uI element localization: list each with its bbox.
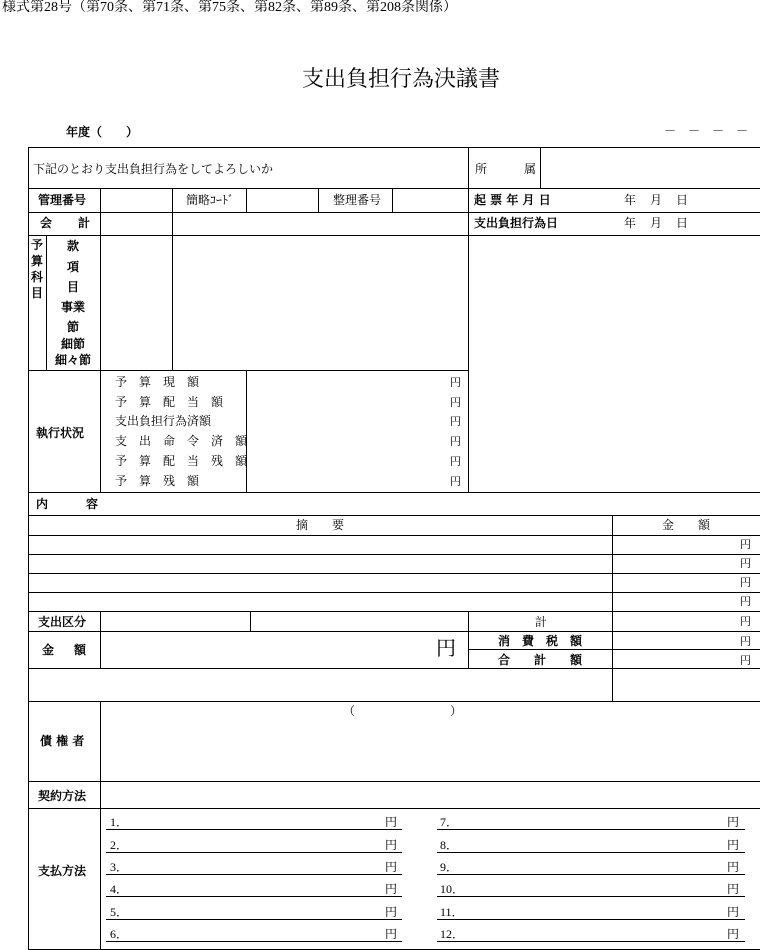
budget-item-label: 細々節 <box>55 353 92 367</box>
creditor-label: 債 権 者 <box>40 734 85 748</box>
yen-unit: 円 <box>450 416 461 428</box>
grand-total-label: 合 計 額 <box>498 653 583 667</box>
execution-item-label: 予 算 現 額 <box>115 375 200 389</box>
budget-item-label: 細節 <box>61 337 86 351</box>
payment-entry-number: 3． <box>110 860 129 874</box>
yen-unit: 円 <box>450 397 461 409</box>
accounting-field[interactable] <box>173 213 467 234</box>
payment-entry-number: 5． <box>110 905 129 919</box>
amount-label: 金 <box>42 643 55 657</box>
yen-unit: 円 <box>740 616 751 628</box>
payment-entry-number: 7． <box>440 815 459 829</box>
execution-item-label: 予 算 配 当 残 額 <box>115 454 248 468</box>
payment-entry-number: 10． <box>440 882 465 896</box>
yen-unit: 円 <box>385 860 398 874</box>
budget-item-label: 節 <box>67 320 80 334</box>
expenditure-category-label: 支出区分 <box>38 615 87 629</box>
amount-label-2: 額 <box>74 643 87 657</box>
budget-vertical-char: 予 <box>31 238 44 252</box>
creditor-paren-close: ） <box>450 704 463 718</box>
budget-item-label: 事業 <box>61 300 86 314</box>
yen-unit: 円 <box>727 860 740 874</box>
consumption-tax-label: 消 費 税 額 <box>498 634 583 648</box>
contract-method-field[interactable] <box>101 782 759 807</box>
yen-unit: 円 <box>450 377 461 389</box>
content-label-2: 容 <box>86 497 99 511</box>
payment-entry-number: 8． <box>440 838 459 852</box>
accounting-label: 会 <box>40 216 53 230</box>
creditor-field[interactable] <box>101 702 759 780</box>
budget-item-label: 款 <box>67 239 80 253</box>
yen-unit: 円 <box>385 838 398 852</box>
yen-unit: 円 <box>727 815 740 829</box>
yen-unit: 円 <box>740 539 751 551</box>
payment-entry-number: 6． <box>110 927 129 941</box>
yen-unit: 円 <box>740 655 751 667</box>
amount-field[interactable] <box>101 632 431 667</box>
department-label-2: 属 <box>524 162 537 176</box>
budget-name-field[interactable] <box>173 236 467 369</box>
yen-unit: 円 <box>727 905 740 919</box>
drafting-date-day: 日 <box>676 193 689 207</box>
summary-header: 摘 要 <box>296 518 345 532</box>
content-field[interactable] <box>101 493 759 514</box>
management-number-label: 管理番号 <box>38 193 87 207</box>
amount-yen-large: 円 <box>436 638 456 660</box>
yen-unit: 円 <box>450 456 461 468</box>
payment-method-label: 支払方法 <box>38 864 87 878</box>
reference-number-field[interactable] <box>393 189 467 211</box>
commitment-date-day: 日 <box>676 216 689 230</box>
payment-entry-number: 4． <box>110 882 129 896</box>
form-number-note: 様式第28号（第70条、第71条、第75条、第82条、第89条、第208条関係） <box>2 0 457 15</box>
budget-vertical-char: 目 <box>31 286 44 300</box>
budget-item-label: 項 <box>67 260 80 274</box>
department-value[interactable] <box>541 148 759 187</box>
yen-unit: 円 <box>727 838 740 852</box>
yen-unit: 円 <box>385 905 398 919</box>
execution-item-label: 予 算 配 当 額 <box>115 395 224 409</box>
drafting-date-label: 起 票 年 月 日 <box>474 193 551 207</box>
yen-unit: 円 <box>450 476 461 488</box>
drafting-date-month: 月 <box>650 193 663 207</box>
creditor-paren-open: （ <box>343 704 356 718</box>
execution-item-label: 支 出 命 令 済 額 <box>115 434 248 448</box>
amount-header: 金 額 <box>662 518 711 532</box>
yen-unit: 円 <box>740 558 751 570</box>
budget-vertical-char: 科 <box>31 270 44 284</box>
short-code-label: 簡略ｺｰﾄﾞ <box>186 193 235 207</box>
content-label: 内 <box>36 497 49 511</box>
department-label: 所 <box>475 162 488 176</box>
yen-unit: 円 <box>727 882 740 896</box>
document-number-dashes: － － － － <box>664 124 749 138</box>
management-number-field[interactable] <box>101 189 171 211</box>
fiscal-year-label: 年度（ ） <box>66 125 139 139</box>
yen-unit: 円 <box>740 596 751 608</box>
yen-unit: 円 <box>385 815 398 829</box>
payment-entry-number: 9． <box>440 860 459 874</box>
reference-number-label: 整理番号 <box>333 193 382 207</box>
drafting-date-year: 年 <box>624 193 637 207</box>
payment-entry-number: 1． <box>110 815 129 829</box>
yen-unit: 円 <box>740 636 751 648</box>
yen-unit: 円 <box>385 927 398 941</box>
commitment-date-month: 月 <box>650 216 663 230</box>
short-code-field[interactable] <box>247 189 317 211</box>
accounting-label-2: 計 <box>78 216 91 230</box>
payment-entry-number: 2． <box>110 838 129 852</box>
budget-code-field[interactable] <box>101 236 171 369</box>
commitment-date-year: 年 <box>624 216 637 230</box>
payment-entry-number: 11． <box>440 905 464 919</box>
execution-item-label: 支出負担行為済額 <box>115 414 212 428</box>
execution-status-label: 執行状況 <box>36 426 85 440</box>
commitment-date-label: 支出負担行為日 <box>474 216 559 230</box>
yen-unit: 円 <box>740 577 751 589</box>
budget-item-label: 目 <box>67 280 80 294</box>
execution-item-label: 予 算 残 額 <box>115 474 200 488</box>
yen-unit: 円 <box>385 882 398 896</box>
expenditure-category-field[interactable] <box>101 612 249 630</box>
budget-vertical-char: 算 <box>31 254 44 268</box>
yen-unit: 円 <box>727 927 740 941</box>
payment-entry-number: 12． <box>440 927 465 941</box>
yen-unit: 円 <box>450 436 461 448</box>
request-text: 下記のとおり支出負担行為をしてよろしいか <box>33 162 274 176</box>
total-label: 計 <box>535 615 548 629</box>
document-title: 支出負担行為決議書 <box>302 66 501 91</box>
contract-method-label: 契約方法 <box>38 789 87 803</box>
